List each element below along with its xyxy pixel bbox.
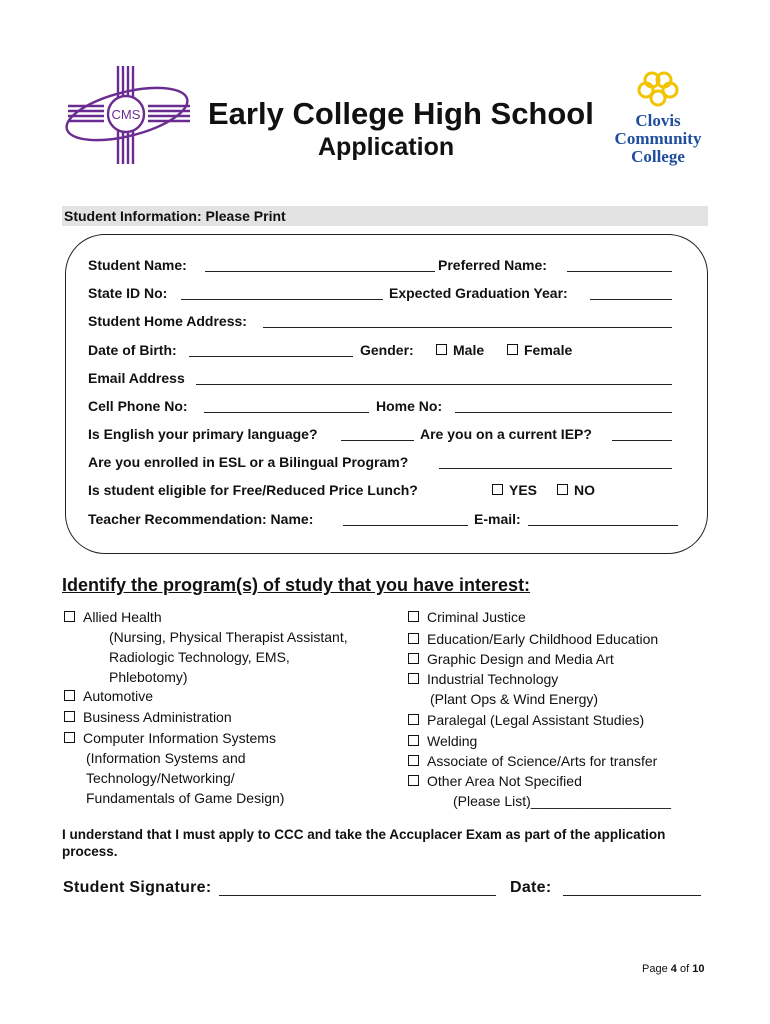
section-header-student-info: Student Information: Please Print	[62, 206, 708, 226]
program-note: Radiologic Technology, EMS,	[109, 649, 290, 665]
checkbox-icon[interactable]	[436, 344, 447, 355]
acknowledgement-text: I understand that I must apply to CCC and take the Accuplacer Exam as part of the application process.	[62, 827, 666, 859]
state-id-field[interactable]	[181, 299, 383, 300]
expected-graduation-field[interactable]	[590, 299, 672, 300]
program-industrial-technology[interactable]: Industrial Technology	[408, 671, 558, 687]
program-note: (Information Systems and	[86, 750, 246, 766]
program-automotive[interactable]: Automotive	[64, 688, 153, 704]
cms-logo	[62, 66, 197, 166]
page-subtitle: Application	[318, 133, 455, 161]
teacher-email-field[interactable]	[528, 525, 678, 526]
checkbox-icon[interactable]	[408, 633, 419, 644]
lunch-no-option[interactable]: NO	[557, 482, 595, 498]
program-note: Phlebotomy)	[109, 669, 188, 685]
current-iep-label: Are you on a current IEP?	[420, 426, 592, 442]
student-signature-field[interactable]	[219, 895, 496, 896]
teacher-email-label: E-mail:	[474, 511, 521, 527]
student-name-field[interactable]	[205, 271, 435, 272]
checkbox-icon[interactable]	[64, 732, 75, 743]
program-paralegal[interactable]: Paralegal (Legal Assistant Studies)	[408, 712, 644, 728]
date-field[interactable]	[563, 895, 701, 896]
checkbox-icon[interactable]	[408, 714, 419, 725]
esl-field[interactable]	[439, 468, 672, 469]
preferred-name-field[interactable]	[567, 271, 672, 272]
program-allied-health[interactable]: Allied Health	[64, 609, 162, 625]
svg-text:CMS: CMS	[111, 107, 141, 122]
email-label: Email Address	[88, 370, 185, 386]
dob-field[interactable]	[189, 356, 353, 357]
program-graphic-design[interactable]: Graphic Design and Media Art	[408, 651, 614, 667]
checkbox-icon[interactable]	[408, 775, 419, 786]
teacher-name-field[interactable]	[343, 525, 468, 526]
program-note: (Nursing, Physical Therapist Assistant,	[109, 629, 348, 645]
program-business-administration[interactable]: Business Administration	[64, 709, 232, 725]
gender-female-option[interactable]: Female	[507, 342, 572, 358]
home-address-label: Student Home Address:	[88, 313, 247, 329]
preferred-name-label: Preferred Name:	[438, 257, 547, 273]
svg-text:Clovis: Clovis	[635, 111, 681, 130]
checkbox-icon[interactable]	[408, 755, 419, 766]
expected-graduation-label: Expected Graduation Year:	[389, 285, 568, 301]
checkbox-icon[interactable]	[64, 690, 75, 701]
checkbox-icon[interactable]	[507, 344, 518, 355]
checkbox-icon[interactable]	[557, 484, 568, 495]
checkbox-icon[interactable]	[64, 711, 75, 722]
home-phone-label: Home No:	[376, 398, 443, 414]
checkbox-icon[interactable]	[64, 611, 75, 622]
program-note: Technology/Networking/	[86, 770, 235, 786]
checkbox-icon[interactable]	[408, 611, 419, 622]
svg-text:Community: Community	[614, 129, 702, 148]
dob-label: Date of Birth:	[88, 342, 177, 358]
program-associate-transfer[interactable]: Associate of Science/Arts for transfer	[408, 753, 657, 769]
page-title: Early College High School	[208, 96, 594, 131]
cell-phone-field[interactable]	[204, 412, 369, 413]
esl-label: Are you enrolled in ESL or a Bilingual Program?	[88, 454, 409, 470]
teacher-rec-label: Teacher Recommendation: Name:	[88, 511, 314, 527]
gender-male-option[interactable]: Male	[436, 342, 484, 358]
student-name-label: Student Name:	[88, 257, 187, 273]
english-primary-label: Is English your primary language?	[88, 426, 318, 442]
checkbox-icon[interactable]	[492, 484, 503, 495]
programs-heading: Identify the program(s) of study that you have interest:	[62, 575, 531, 595]
date-label: Date:	[510, 879, 552, 896]
program-computer-information-systems[interactable]: Computer Information Systems	[64, 730, 276, 746]
svg-text:College: College	[631, 147, 685, 166]
student-info-box	[65, 234, 708, 554]
english-primary-field[interactable]	[341, 440, 414, 441]
gender-label: Gender:	[360, 342, 414, 358]
student-signature-label: Student Signature:	[63, 879, 212, 896]
program-other-area[interactable]: Other Area Not Specified	[408, 773, 582, 789]
email-field[interactable]	[196, 384, 672, 385]
program-other-please-list[interactable]: (Please List)__________________	[453, 793, 671, 809]
current-iep-field[interactable]	[612, 440, 672, 441]
program-education[interactable]: Education/Early Childhood Education	[408, 631, 658, 647]
home-phone-field[interactable]	[455, 412, 672, 413]
clovis-college-logo	[608, 68, 712, 168]
cell-phone-label: Cell Phone No:	[88, 398, 188, 414]
lunch-label: Is student eligible for Free/Reduced Price Lunch?	[88, 482, 418, 498]
state-id-label: State ID No:	[88, 285, 168, 301]
lunch-yes-option[interactable]: YES	[492, 482, 537, 498]
program-criminal-justice[interactable]: Criminal Justice	[408, 609, 526, 625]
checkbox-icon[interactable]	[408, 653, 419, 664]
home-address-field[interactable]	[263, 327, 672, 328]
program-note: Fundamentals of Game Design)	[86, 790, 285, 806]
page-number: Page 4 of 10	[642, 963, 705, 975]
checkbox-icon[interactable]	[408, 735, 419, 746]
checkbox-icon[interactable]	[408, 673, 419, 684]
program-note: (Plant Ops & Wind Energy)	[430, 691, 599, 707]
program-welding[interactable]: Welding	[408, 733, 477, 749]
